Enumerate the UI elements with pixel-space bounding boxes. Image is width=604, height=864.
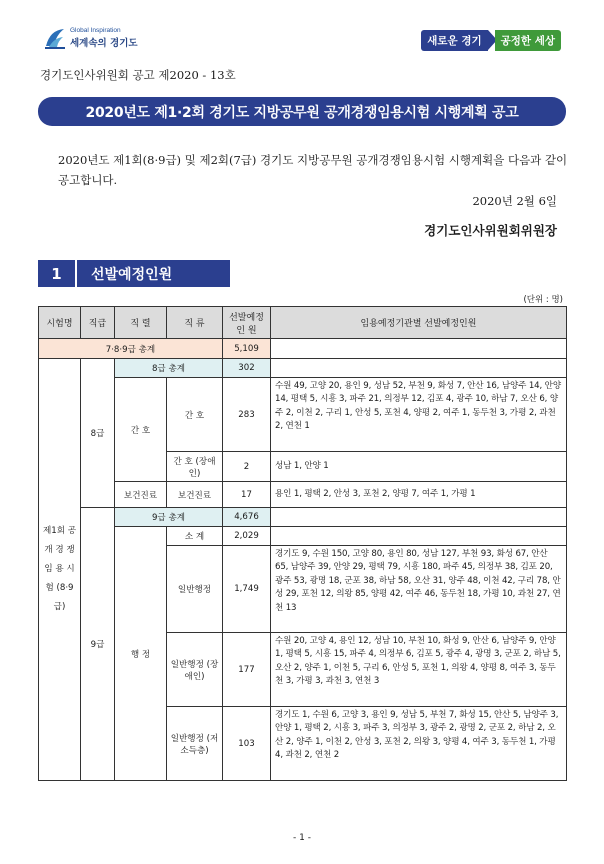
header-grade: 직급 bbox=[81, 307, 115, 339]
planned-cell: 103 bbox=[223, 707, 271, 781]
header-planned: 선발예정 인 원 bbox=[223, 307, 271, 339]
grade8-total-value: 302 bbox=[223, 359, 271, 378]
slogan-left: 새로운 경기 bbox=[421, 30, 487, 51]
logo-tagline: Global Inspiration bbox=[70, 27, 121, 34]
section-number: 1 bbox=[38, 260, 75, 287]
gyeonggi-logo bbox=[44, 26, 164, 54]
allocation-cell: 경기도 9, 수원 150, 고양 80, 용인 80, 성남 127, 부천 93, 화성 67, 안산 65, 남양주 39, 안양 29, 평택 79, 시흥 180, 파주 45, 의정부 38, 김포 20, 광주 53, 광명 18, 군포 38, 하남 58, 오산 31, 양주 48, 이천 42, 구리 78, 안성 29, 포천 12, 의왕 85, 양평 42, 여주 46, 동두천 18, 가평 10, 과천 27, 연천 13 bbox=[271, 546, 567, 633]
allocation-cell: 성남 1, 안양 1 bbox=[271, 452, 567, 482]
grade8-total-label: 8급 총계 bbox=[115, 359, 223, 378]
grade9-total-row bbox=[39, 508, 567, 527]
notice-date: 2020년 2월 6일 bbox=[472, 194, 557, 208]
allocation-cell: 수원 20, 고양 4, 용인 12, 성남 10, 부천 10, 화성 9, 안산 6, 남양주 9, 안양 1, 평택 5, 시흥 15, 파주 4, 의정부 6, 김포 5, 광주 4, 광명 3, 군포 2, 하남 5, 오산 2, 양주 1, 이천 5, 구리 6, 안성 5, 포천 1, 의왕 4, 양평 8, 여주 3, 동두천 3, 가평 3, 과천 3, 연천 3 bbox=[271, 633, 567, 707]
section-title: 선발예정인원 bbox=[77, 260, 230, 287]
grand-total-label: 7·8·9급 총계 bbox=[39, 339, 223, 359]
grade9-cell: 9급 bbox=[81, 508, 115, 781]
series-nursing: 간 호 bbox=[115, 378, 167, 482]
grade9-total-value: 4,676 bbox=[223, 508, 271, 527]
signer: 경기도인사위원회위원장 bbox=[424, 223, 557, 238]
gyeonggi-logo-mark-icon bbox=[44, 26, 66, 50]
unit-note: (단위 : 명) bbox=[523, 295, 563, 305]
planned-cell: 17 bbox=[223, 482, 271, 508]
class-cell: 일반행정 bbox=[167, 546, 223, 633]
slogan-banner bbox=[421, 30, 561, 50]
allocation-cell: 경기도 1, 수원 6, 고양 3, 용인 9, 성남 5, 부천 7, 화성 15, 안산 5, 남양주 3, 안양 1, 평택 2, 시흥 3, 파주 3, 의정부 3, 광주 2, 광명 2, 군포 2, 하남 2, 오산 2, 양주 1, 이천 2, 안성 3, 포천 2, 의왕 3, 양평 4, 여주 3, 동두천 1, 가평 4, 과천 2, 연천 2 bbox=[271, 707, 567, 781]
intro-paragraph: 2020년도 제1회(8·9급) 및 제2회(7급) 경기도 지방공무원 공개경쟁임용시험 시행계획을 다음과 같이 공고합니다. bbox=[58, 153, 568, 187]
header-series: 직 렬 bbox=[115, 307, 167, 339]
planned-cell: 283 bbox=[223, 378, 271, 452]
slogan-right: 공정한 세상 bbox=[495, 30, 561, 51]
header-exam: 시험명 bbox=[39, 307, 81, 339]
planned-cell: 177 bbox=[223, 633, 271, 707]
series-admin: 행 정 bbox=[115, 527, 167, 781]
series-health: 보건진료 bbox=[115, 482, 167, 508]
allocation-cell: 수원 49, 고양 20, 용인 9, 성남 52, 부천 9, 화성 7, 안산 16, 남양주 14, 안양 14, 평택 5, 시흥 3, 파주 21, 의정부 12, 김포 4, 광주 10, 하남 7, 오산 6, 양주 2, 이천 2, 구리 1, 안성 5, 포천 4, 양평 2, 여주 1, 동두천 3, 가평 2, 과천 2, 연천 1 bbox=[271, 378, 567, 452]
grade8-total-row bbox=[39, 359, 567, 378]
grade8-cell: 8급 bbox=[81, 359, 115, 508]
planned-cell: 1,749 bbox=[223, 546, 271, 633]
class-cell: 간 호 (장애인) bbox=[167, 452, 223, 482]
allocation-cell: 용인 1, 평택 2, 안성 3, 포천 2, 양평 7, 여주 1, 가평 1 bbox=[271, 482, 567, 508]
table-row bbox=[39, 482, 567, 508]
subtotal-label: 소 계 bbox=[167, 527, 223, 546]
grade9-total-label: 9급 총계 bbox=[115, 508, 223, 527]
page-title: 2020년도 제1·2회 경기도 지방공무원 공개경쟁임용시험 시행계획 공고 bbox=[38, 97, 566, 126]
class-cell: 일반행정 (장애인) bbox=[167, 633, 223, 707]
notice-number: 경기도인사위원회 공고 제2020 - 13호 bbox=[40, 68, 236, 82]
table-header-row bbox=[39, 307, 567, 339]
exam-name-cell: 제1회 공 개 경 쟁 임 용 시 험 (8·9급) bbox=[39, 359, 81, 781]
grand-total-row bbox=[39, 339, 567, 359]
class-cell: 보건진료 bbox=[167, 482, 223, 508]
class-cell: 간 호 bbox=[167, 378, 223, 452]
page-number: - 1 - bbox=[293, 833, 311, 843]
table-row bbox=[39, 378, 567, 452]
planned-cell: 2 bbox=[223, 452, 271, 482]
header-class: 직 류 bbox=[167, 307, 223, 339]
admin-subtotal-row bbox=[39, 527, 567, 546]
subtotal-value: 2,029 bbox=[223, 527, 271, 546]
header-allocation: 임용예정기관별 선발예정인원 bbox=[271, 307, 567, 339]
logo-name: 세계속의 경기도 bbox=[70, 38, 138, 49]
grand-total-value: 5,109 bbox=[223, 339, 271, 359]
class-cell: 일반행정 (저소득층) bbox=[167, 707, 223, 781]
recruitment-table bbox=[38, 306, 567, 781]
